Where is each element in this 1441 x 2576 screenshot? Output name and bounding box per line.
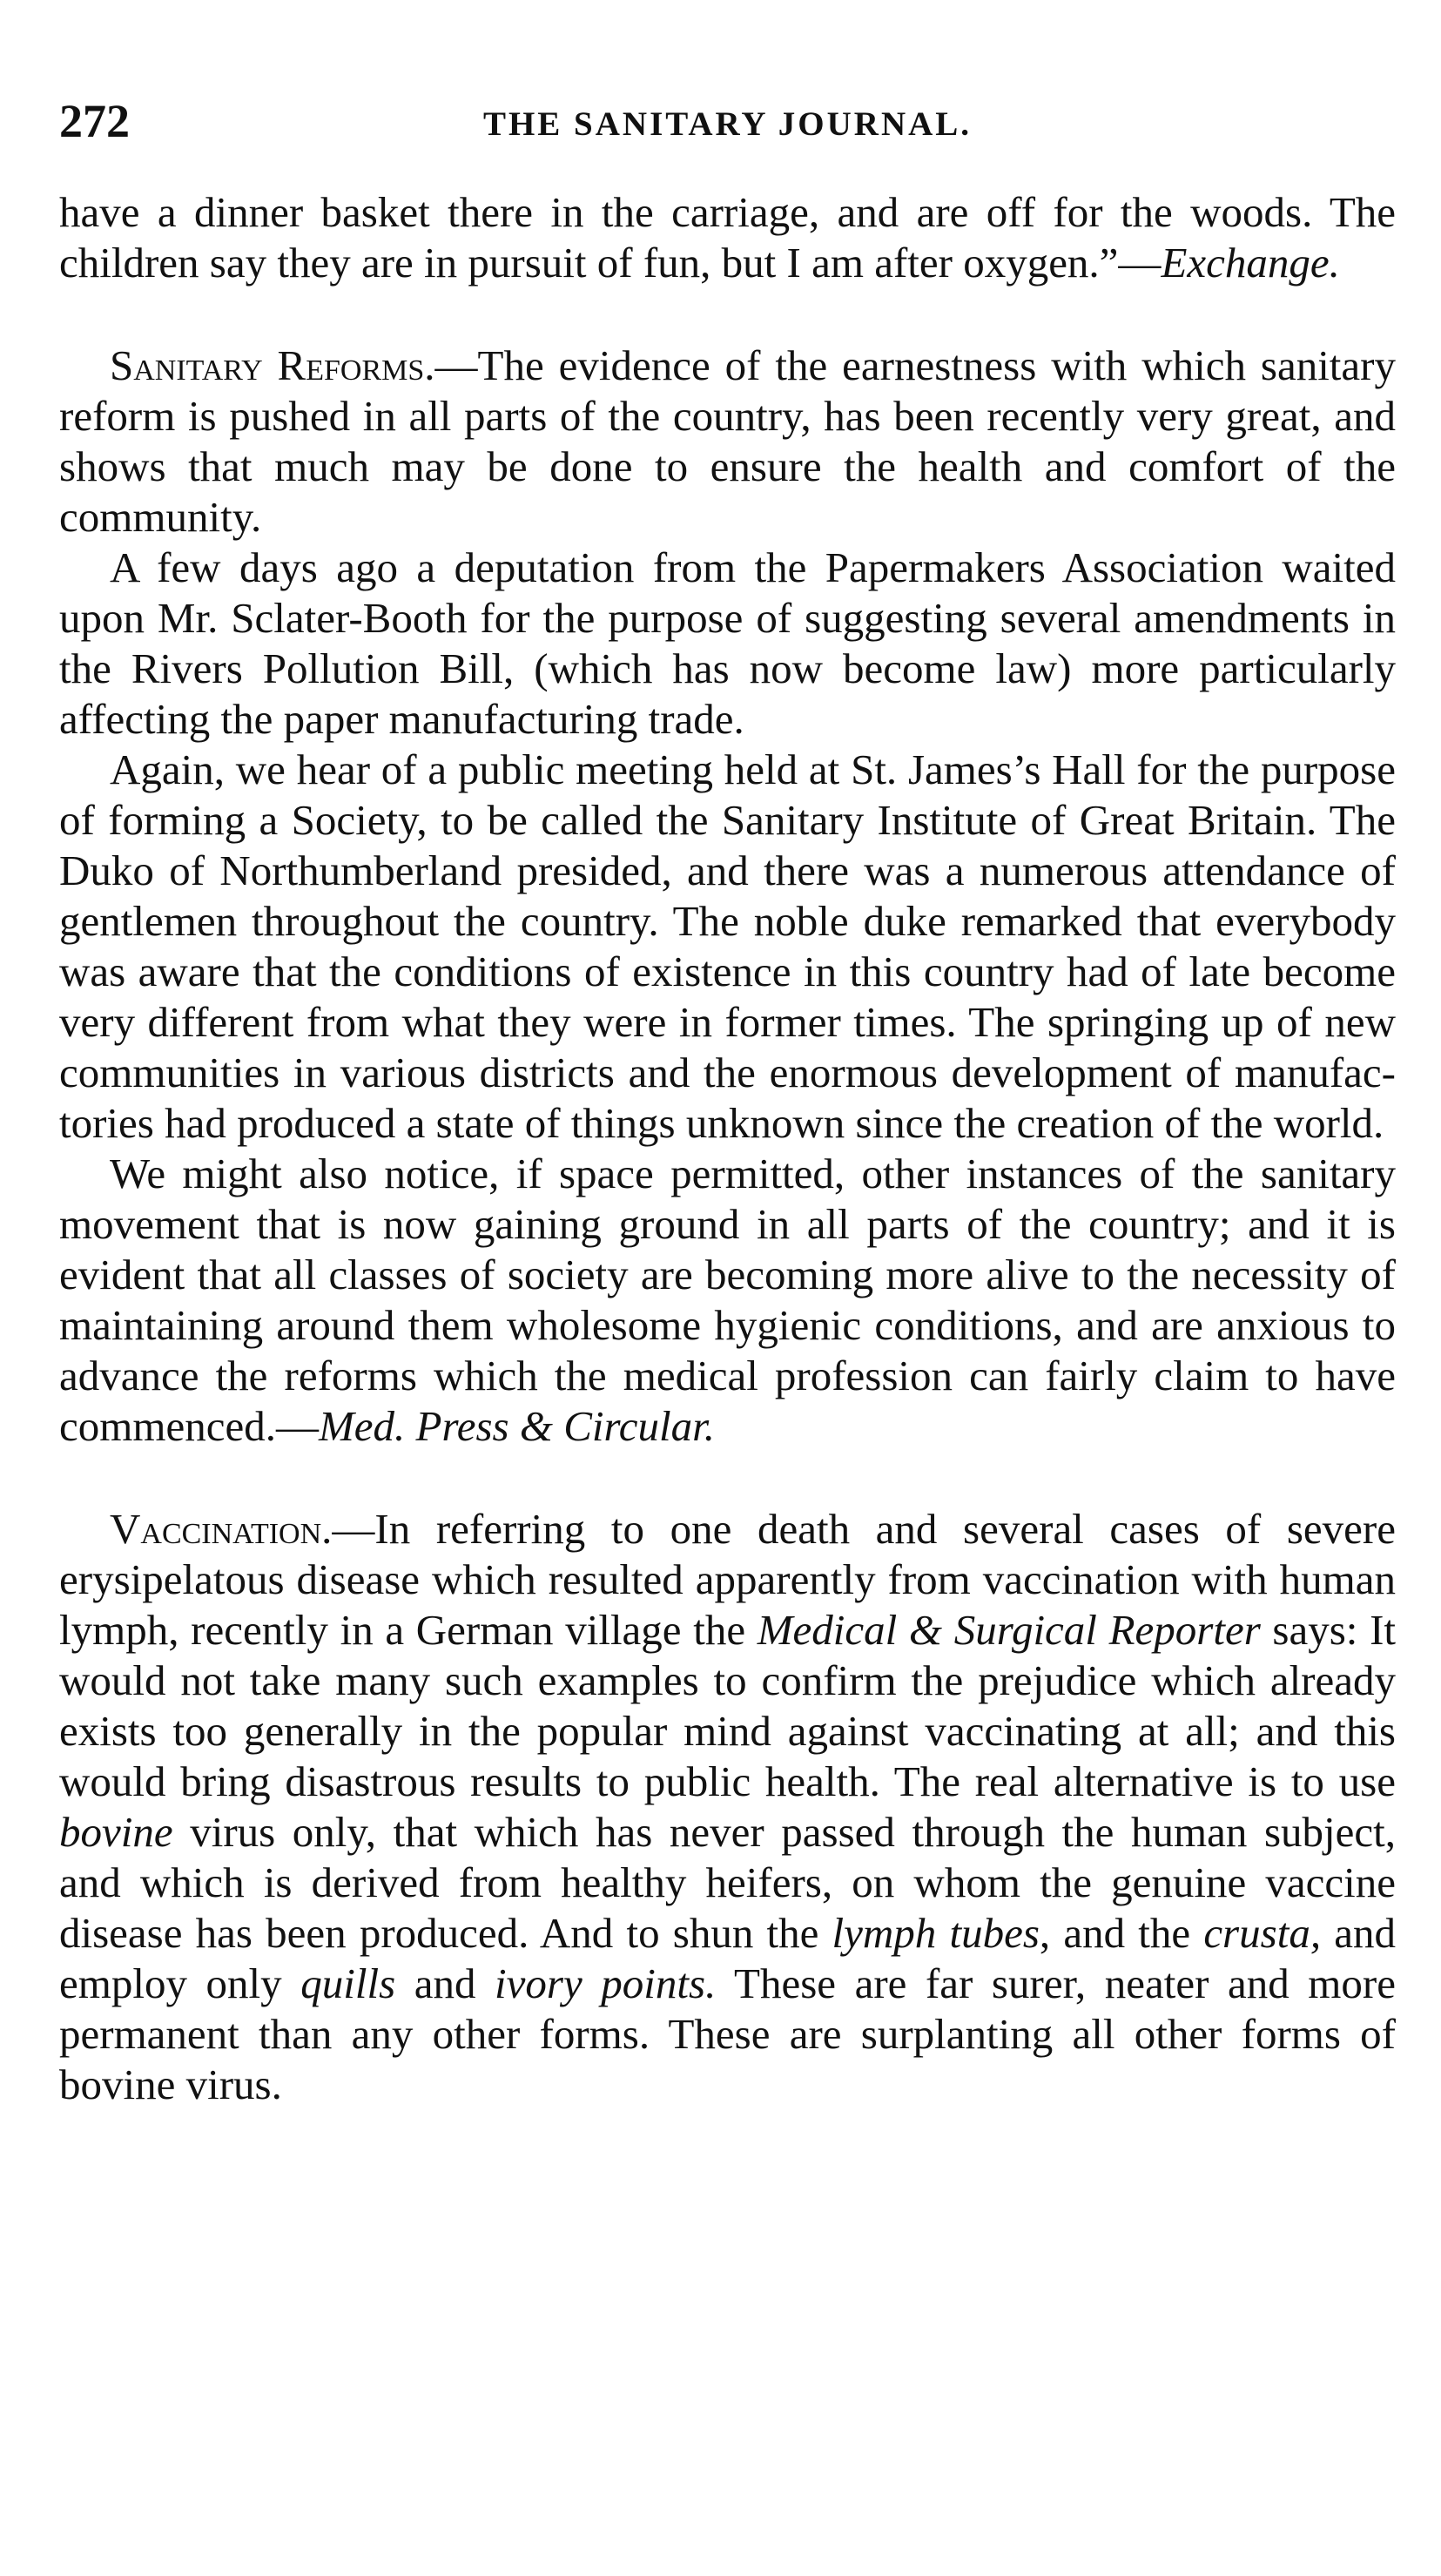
paragraph-papermakers xyxy=(59,543,1396,745)
running-head xyxy=(59,94,1396,155)
paragraph-text: have a dinner basket there in the carriage, and are off for the woods. The children say they are in pursuit of fun, but I am after oxygen.”— xyxy=(59,188,1396,287)
source-citation: Exchange. xyxy=(1161,239,1340,287)
paragraph-text: Again, we hear of a public meeting held at St. James’s Hall for the purpose of forming a Society, to be called the Sanitary Institute of Great Britain. The Duko of Northumberland presided, and there was a numerous attendance of gentlemen throughout the country. The noble duke remarked that everybody was aware that the conditions of existence in this country had of late become very different from what they were in former times. The springing up of new communities in various districts and the enormous development of manufactories had produced a state of things unknown since the creation of the world. xyxy=(59,745,1396,1147)
italic-term: lymph tubes xyxy=(832,1909,1040,1957)
paragraph-text: —The evidence of the earnestness with which sanitary reform is pushed in all parts of the country, has been recently very great, and shows that much may be done to ensure the health and comfort of the community. xyxy=(59,341,1396,541)
italic-term: ivory points. xyxy=(495,1959,717,2007)
paragraph-text: and xyxy=(395,1959,495,2007)
paragraph-text: We might also notice, if space permitted, other instances of the sanitary movement that is now gaining ground in all parts of the country; and it is evident that all classes of society are becoming more alive to the necessity of maintaining around them wholesome hygienic conditions, and are anxious to advance the reforms which the medical profession can fairly claim to have commenced.— xyxy=(59,1150,1396,1450)
section-heading: Sanitary Reforms. xyxy=(110,341,435,389)
paragraph-vaccination xyxy=(59,1504,1396,2110)
paragraph-text: says: It would not take many such examples to confirm the prejudice which already exists too generally in the popular mind against vaccinating at all; and this would bring disastrous results to public health. The real alternative is to use xyxy=(59,1606,1397,1805)
italic-term: quills xyxy=(300,1959,396,2007)
paragraph-sanitary-institute xyxy=(59,745,1396,1149)
page-number: 272 xyxy=(59,95,130,147)
paragraph-sanitary-reforms xyxy=(59,341,1396,543)
paragraph-text: and employ only xyxy=(59,1909,1396,2007)
paragraph-text: A few days ago a deputation from the Papermakers Association waited upon Mr. Sclater-Booth for the purpose of suggesting several amendments in the Rivers Pollution Bill, (which has now become law) more particularly affecting the paper manufacturing trade. xyxy=(59,543,1396,743)
paragraph-text: , and the xyxy=(1039,1909,1204,1957)
paragraph-text: —In referring to one death and several cases of severe erysipelatous disease which resulted apparently from vaccination with human lymph, recently in a German village the xyxy=(59,1505,1396,1654)
paragraph-sanitary-movement xyxy=(59,1149,1396,1452)
journal-title: THE SANITARY JOURNAL. xyxy=(482,105,973,143)
source-citation: Med. Press & Circular. xyxy=(318,1402,716,1450)
italic-publication: Medical & Surgical Reporter xyxy=(757,1606,1261,1654)
paragraph-text: virus only, that which has never passed through the human subject, and which is derived from healthy heifers, on whom the genuine vaccine disease has been produced. And to shun the xyxy=(59,1808,1396,1957)
article-body xyxy=(59,187,1396,2110)
italic-term: bovine xyxy=(59,1808,173,1856)
italic-term: crusta, xyxy=(1203,1909,1322,1957)
section-heading: Vaccination. xyxy=(110,1505,333,1553)
paragraph-exchange-ending xyxy=(59,187,1396,288)
paragraph-text: These are far surer, neater and more permanent than any other forms. These are surplanting all other forms of bovine virus. xyxy=(59,1959,1396,2108)
